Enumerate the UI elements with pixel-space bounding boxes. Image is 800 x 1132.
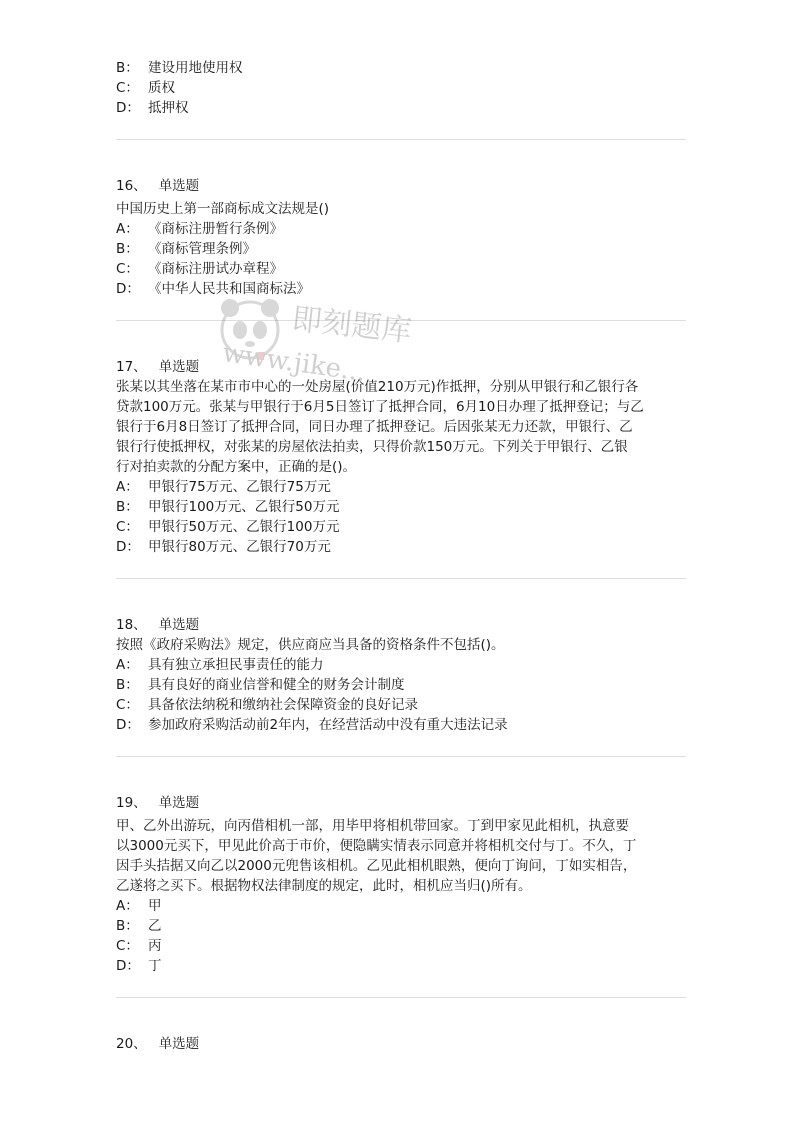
question-text <box>116 816 686 896</box>
option-a[interactable] <box>116 219 686 239</box>
question-16 <box>116 176 686 299</box>
question-number: 17、 <box>116 359 147 375</box>
question-text-line: 银行行使抵押权，对张某的房屋依法拍卖，只得价款150万元。下列关于甲银行、乙银 <box>116 439 628 455</box>
option-d[interactable] <box>116 715 686 735</box>
question-20 <box>116 1034 686 1054</box>
option-a[interactable] <box>116 655 686 675</box>
option-c[interactable] <box>116 517 686 537</box>
option-letter: D： <box>116 100 140 116</box>
question-number: 16、 <box>116 178 147 194</box>
option-letter: C： <box>116 697 139 713</box>
option-d[interactable] <box>116 956 686 976</box>
option-text: 《商标管理条例》 <box>148 241 256 257</box>
question-header <box>116 793 686 813</box>
option-letter: B： <box>116 677 139 693</box>
document-page <box>116 58 686 1054</box>
option-text: 具备依法纳税和缴纳社会保障资金的良好记录 <box>148 697 418 713</box>
option-text: 甲银行75万元、乙银行75万元 <box>148 479 331 495</box>
option-text: 甲银行100万元、乙银行50万元 <box>148 499 340 515</box>
option-c[interactable] <box>116 78 686 98</box>
watermark-brand: 即刻题库 <box>290 301 414 350</box>
question-type: 单选题 <box>158 795 200 811</box>
question-19 <box>116 793 686 976</box>
option-b[interactable] <box>116 675 686 695</box>
option-letter: D： <box>116 958 140 974</box>
question-text-line: 银行于6月8日签订了抵押合同，同日办理了抵押登记。后因张某无力还款，甲银行、乙 <box>116 419 633 435</box>
option-c[interactable] <box>116 936 686 956</box>
option-text: 具有独立承担民事责任的能力 <box>148 657 324 673</box>
question-type: 单选题 <box>158 178 200 194</box>
option-a[interactable] <box>116 477 686 497</box>
question-text-line: 贷款100万元。张某与甲银行于6月5日签订了抵押合同，6月10日办理了抵押登记；与乙 <box>116 399 644 415</box>
question-header <box>116 176 686 196</box>
option-letter: B： <box>116 60 139 76</box>
option-letter: D： <box>116 281 140 297</box>
option-a[interactable] <box>116 896 686 916</box>
question-18 <box>116 615 686 735</box>
question-number: 18、 <box>116 617 147 633</box>
divider <box>116 139 686 140</box>
option-letter: A： <box>116 657 139 673</box>
option-b[interactable] <box>116 239 686 259</box>
option-letter: C： <box>116 938 139 954</box>
option-text: 乙 <box>148 918 162 934</box>
question-type: 单选题 <box>158 359 200 375</box>
question-number: 19、 <box>116 795 147 811</box>
option-letter: C： <box>116 80 139 96</box>
question-text-line: 甲、乙外出游玩，向丙借相机一部，用毕甲将相机带回家。丁到甲家见此相机，执意要 <box>116 818 629 834</box>
option-c[interactable] <box>116 259 686 279</box>
option-text: 抵押权 <box>148 100 189 116</box>
question-text <box>116 377 686 477</box>
option-text: 具有良好的商业信誉和健全的财务会计制度 <box>148 677 405 693</box>
option-text: 甲银行50万元、乙银行100万元 <box>148 519 340 535</box>
option-b[interactable] <box>116 497 686 517</box>
option-c[interactable] <box>116 695 686 715</box>
option-letter: C： <box>116 519 139 535</box>
option-text: 丁 <box>148 958 162 974</box>
question-header <box>116 357 686 377</box>
option-d[interactable] <box>116 537 686 557</box>
question-header <box>116 615 686 635</box>
question-text: 按照《政府采购法》规定，供应商应当具备的资格条件不包括()。 <box>116 637 505 653</box>
option-letter: B： <box>116 918 139 934</box>
option-text: 甲银行80万元、乙银行70万元 <box>148 539 331 555</box>
option-text: 参加政府采购活动前2年内，在经营活动中没有重大违法记录 <box>148 717 508 733</box>
option-letter: A： <box>116 479 139 495</box>
question-text-line: 张某以其坐落在某市市中心的一处房屋(价值210万元)作抵押，分别从甲银行和乙银行各 <box>116 379 639 395</box>
option-b[interactable] <box>116 58 686 78</box>
divider <box>116 578 686 579</box>
option-text: 质权 <box>148 80 175 96</box>
option-text: 建设用地使用权 <box>148 60 243 76</box>
option-b[interactable] <box>116 916 686 936</box>
option-letter: D： <box>116 717 140 733</box>
question-text-line: 乙遂将之买下。根据物权法律制度的规定，此时，相机应当归()所有。 <box>116 878 532 894</box>
divider <box>116 320 686 321</box>
question-text: 中国历史上第一部商标成文法规是() <box>116 201 330 217</box>
option-d[interactable] <box>116 279 686 299</box>
option-letter: B： <box>116 499 139 515</box>
question-text-line: 行对拍卖款的分配方案中，正确的是()。 <box>116 459 357 475</box>
option-text: 甲 <box>148 898 162 914</box>
option-letter: A： <box>116 221 139 237</box>
option-text: 《商标注册试办章程》 <box>148 261 283 277</box>
question-text-line: 因手头拮据又向乙以2000元兜售该相机。乙见此相机眼熟，便向丁询问，丁如实相告， <box>116 858 637 874</box>
option-text: 《商标注册暂行条例》 <box>148 221 283 237</box>
option-text: 丙 <box>148 938 162 954</box>
option-letter: A： <box>116 898 139 914</box>
option-letter: D： <box>116 539 140 555</box>
question-header <box>116 1034 686 1054</box>
option-letter: C： <box>116 261 139 277</box>
question-type: 单选题 <box>158 617 200 633</box>
divider <box>116 997 686 998</box>
option-d[interactable] <box>116 98 686 118</box>
option-text: 《中华人民共和国商标法》 <box>148 281 310 297</box>
prev-question-options <box>116 58 686 118</box>
question-text-line: 以3000元买下，甲见此价高于市价，便隐瞒实情表示同意并将相机交付与丁。不久，丁 <box>116 838 637 854</box>
question-number: 20、 <box>116 1036 147 1052</box>
option-letter: B： <box>116 241 139 257</box>
divider <box>116 756 686 757</box>
question-17 <box>116 357 686 557</box>
question-type: 单选题 <box>158 1036 200 1052</box>
watermark-url: www.jike... <box>220 338 368 388</box>
